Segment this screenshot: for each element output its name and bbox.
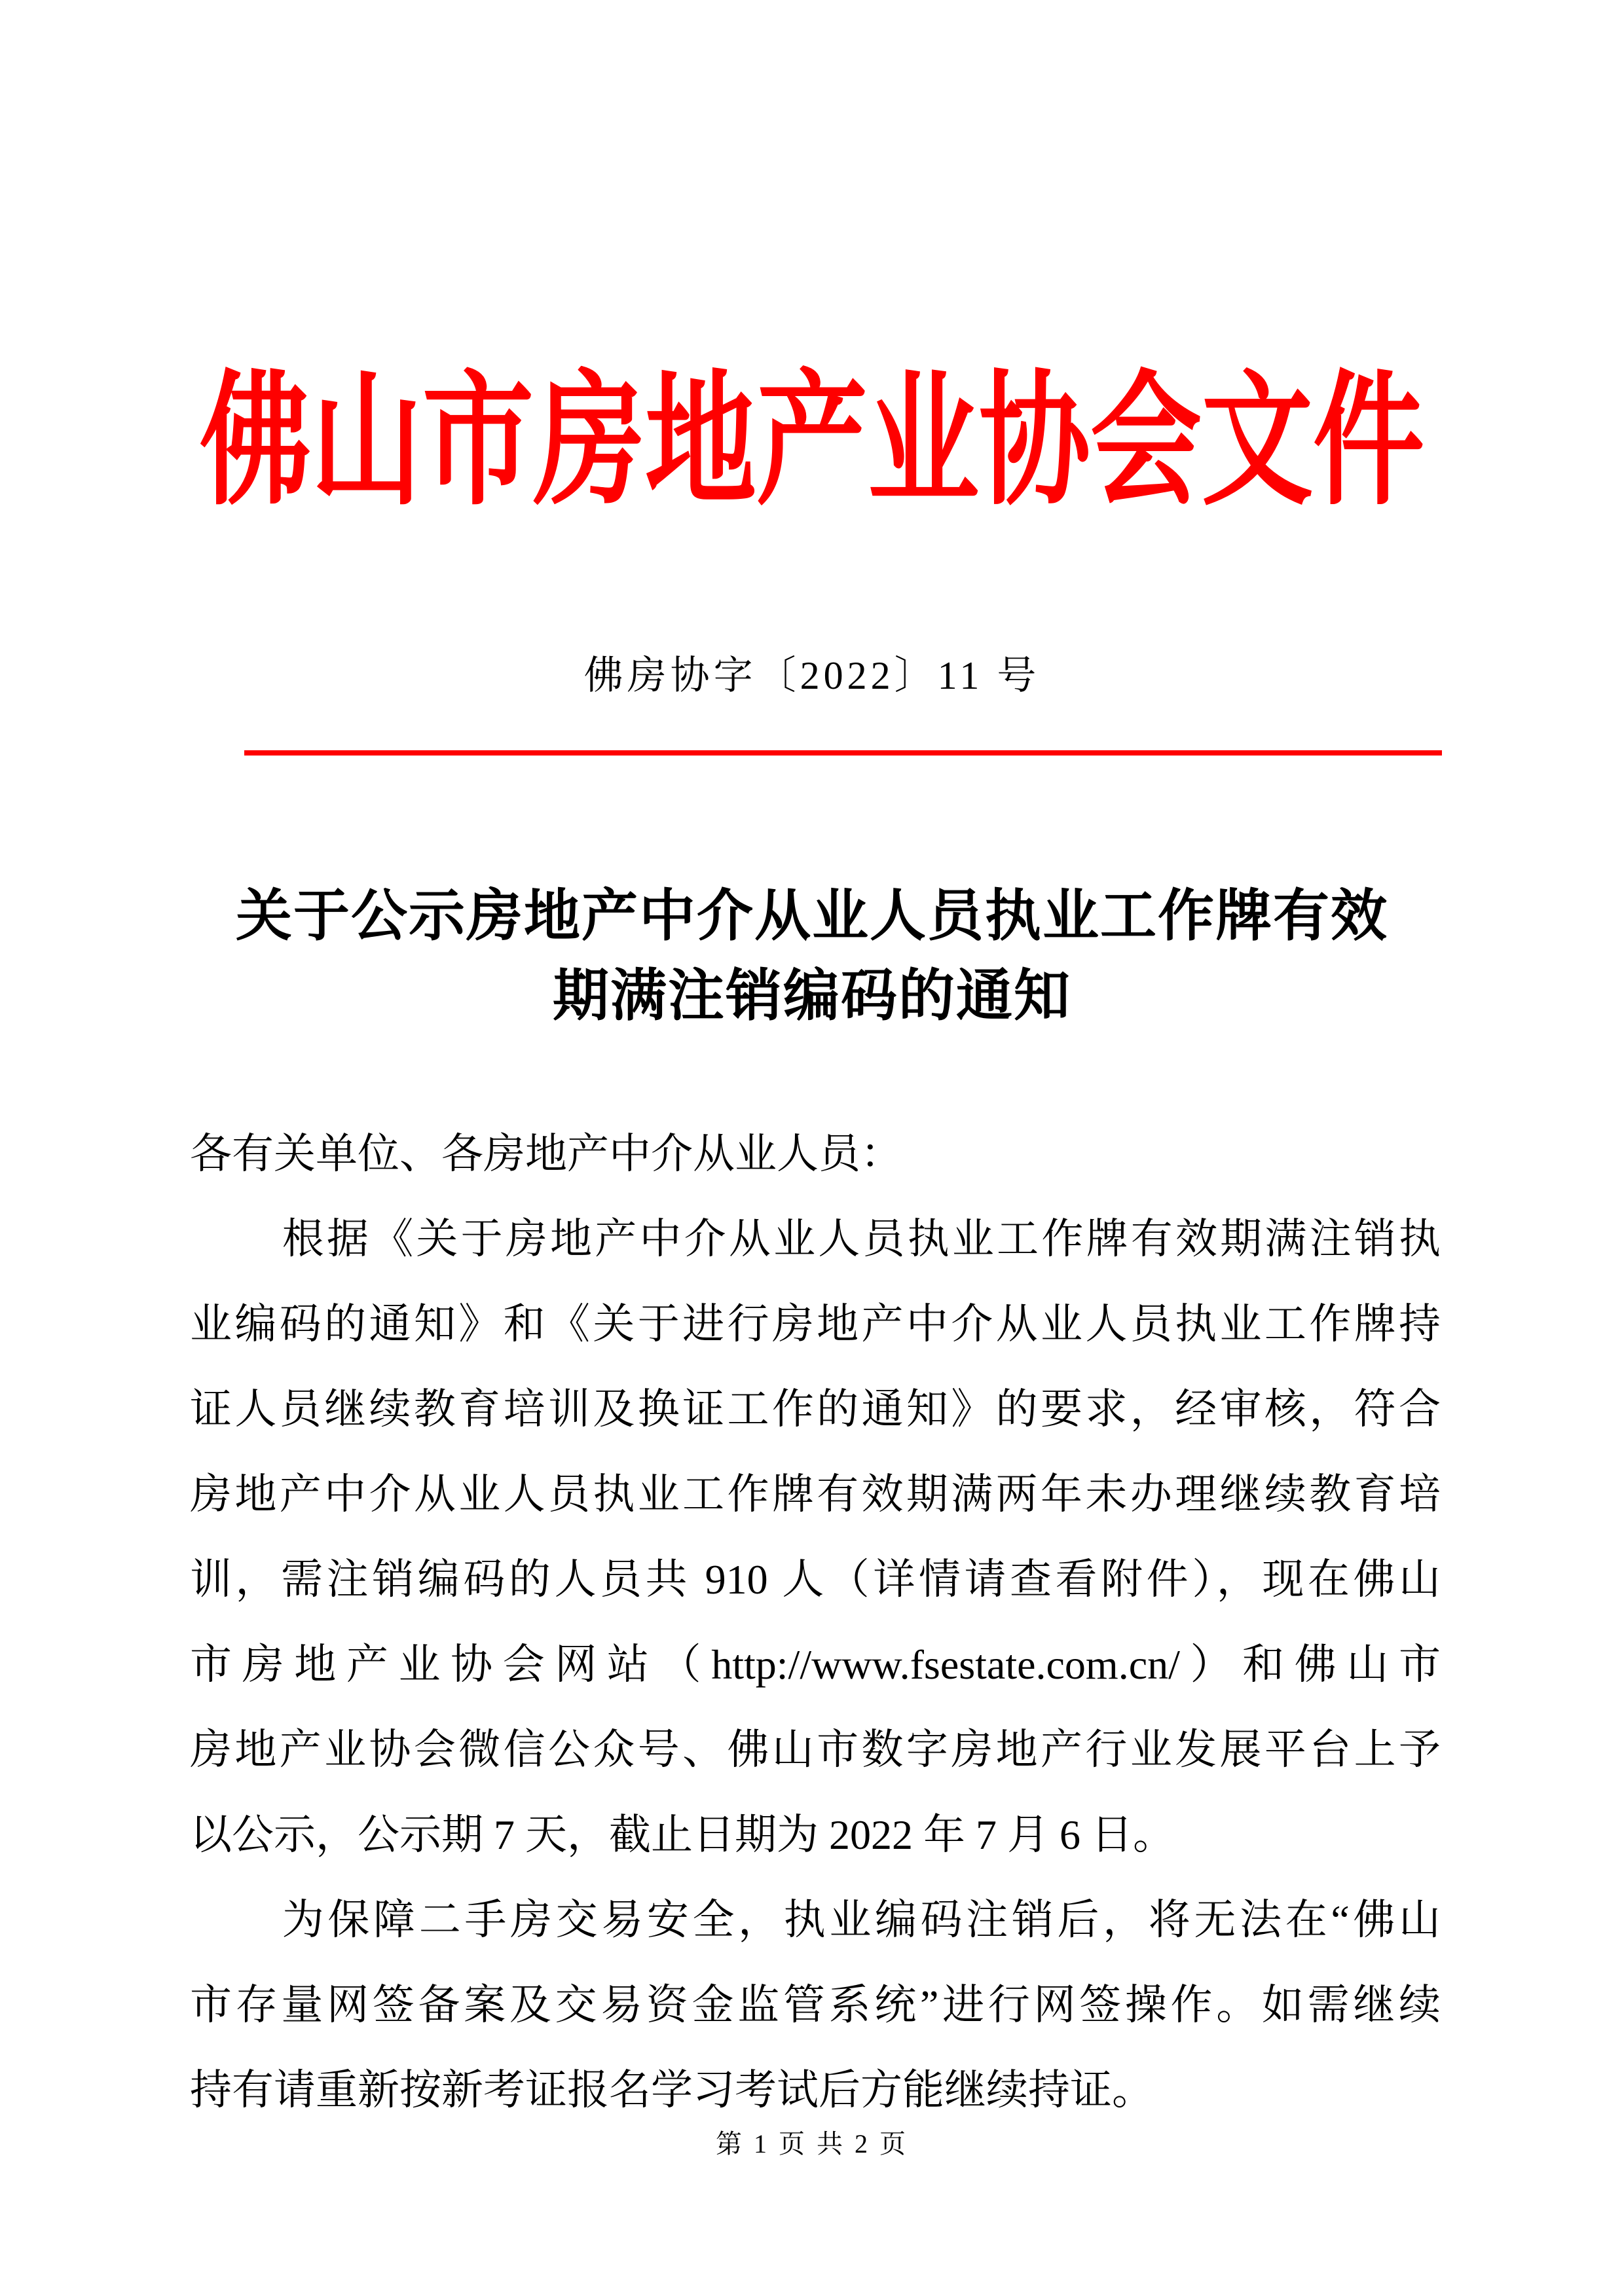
- body-line: 持有请重新按新考证报名学习考试后方能继续持证。: [190, 2067, 1154, 2113]
- letterhead-title-text: 佛山市房地产业协会文件: [199, 362, 1424, 522]
- body-line: 房地产中介从业人员执业工作牌有效期满两年未办理继续教育培: [190, 1471, 1441, 1518]
- document-number: 佛房协字〔2022〕11 号: [583, 654, 1041, 697]
- body-line: 以公示，公示期 7 天，截止日期为 2022 年 7 月 6 日。: [190, 1812, 1175, 1858]
- body-line: 业编码的通知》和《关于进行房地产中介从业人员执业工作牌持: [190, 1301, 1441, 1347]
- body-line: 训，需注销编码的人员共 910 人（详情请查看附件），现在佛山: [190, 1556, 1441, 1603]
- body-line-website: 市房地产业协会网站（http://www.fsestate.com.cn/）和佛山市: [190, 1641, 1441, 1688]
- notice-title-line-2: 期满注销编码的通知: [553, 964, 1071, 1027]
- notice-title: [92, 876, 1532, 1036]
- body-line: 为保障二手房交易安全，执业编码注销后，将无法在“佛山: [282, 1897, 1441, 1943]
- body-line-salutation: 各有关单位、各房地产中介从业人员：: [190, 1131, 902, 1177]
- body-line: 证人员继续教育培训及换证工作的通知》的要求，经审核，符合: [190, 1386, 1441, 1432]
- notice-body: [190, 1112, 1441, 2133]
- body-line: 根据《关于房地产中介从业人员执业工作牌有效期满注销执: [282, 1216, 1441, 1262]
- body-line: 房地产业协会微信公众号、佛山市数字房地产行业发展平台上予: [190, 1726, 1441, 1773]
- body-line: 市存量网签备案及交易资金监管系统”进行网签操作。如需继续: [190, 1982, 1441, 2028]
- letterhead-title: [0, 362, 1624, 522]
- red-divider-line: [244, 750, 1442, 756]
- page-number-footer: 第 1 页 共 2 页: [716, 2129, 908, 2159]
- notice-title-line-1: 关于公示房地产中介从业人员执业工作牌有效: [236, 884, 1388, 947]
